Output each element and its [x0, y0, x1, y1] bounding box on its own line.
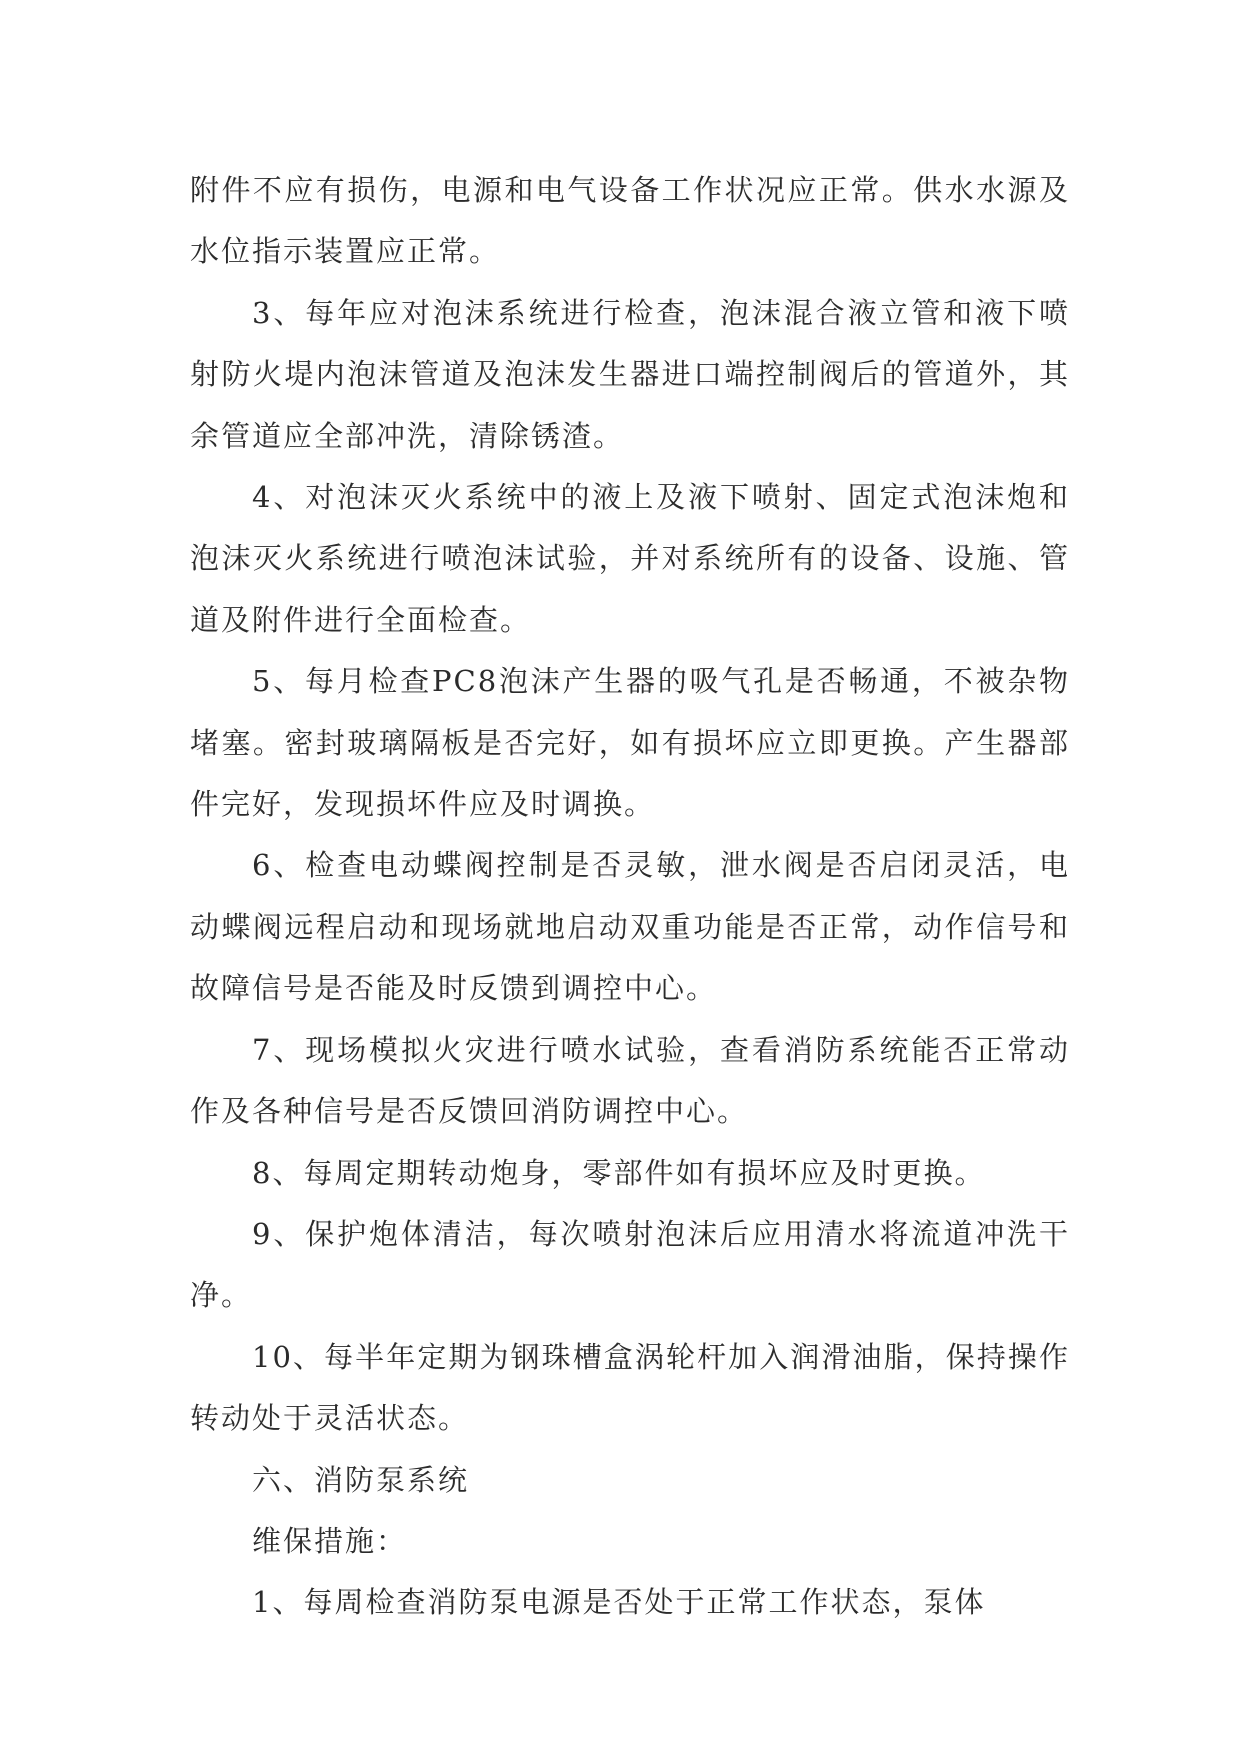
paragraph-item-6: 6、检查电动蝶阀控制是否灵敏，泄水阀是否启闭灵活，电动蝶阀远程启动和现场就地启动双重功能是否正常，动作信号和故障信号是否能及时反馈到调控中心。	[190, 848, 1070, 1006]
paragraph-item-1: 1、每周检查消防泵电源是否处于正常工作状态，泵体	[252, 1585, 986, 1620]
paragraph-item-7: 7、现场模拟火灾进行喷水试验，查看消防系统能否正常动作及各种信号是否反馈回消防调控中心。	[190, 1032, 1070, 1129]
section-heading: 六、消防泵系统	[252, 1462, 470, 1497]
paragraph-item-4: 4、对泡沫灭火系统中的液上及液下喷射、固定式泡沫炮和泡沫灭火系统进行喷泡沫试验，并对系统所有的设备、设施、管道及附件进行全面检查。	[190, 480, 1070, 637]
paragraph-item-5: 5、每月检查PC8泡沫产生器的吸气孔是否畅通，不被杂物堵塞。密封玻璃隔板是否完好，如有损坏应立即更换。产生器部件完好，发现损坏件应及时调换。	[190, 664, 1070, 822]
paragraph-item-3: 3、每年应对泡沫系统进行检查，泡沫混合液立管和液下喷射防火堤内泡沫管道及泡沫发生器进口端控制阀后的管道外，其余管道应全部冲洗，清除锈渣。	[190, 295, 1070, 453]
paragraph-item-10: 10、每半年定期为钢珠槽盒涡轮杆加入润滑油脂，保持操作转动处于灵活状态。	[190, 1339, 1070, 1436]
document-body	[190, 160, 1070, 1634]
paragraph-continuation: 附件不应有损伤，电源和电气设备工作状况应正常。供水水源及水位指示装置应正常。	[190, 173, 1070, 269]
paragraph-item-9: 9、保护炮体清洁，每次喷射泡沫后应用清水将流道冲洗干净。	[190, 1216, 1070, 1313]
subsection-heading: 维保措施：	[252, 1523, 408, 1558]
paragraph-item-8: 8、每周定期转动炮身，零部件如有损坏应及时更换。	[252, 1155, 986, 1190]
